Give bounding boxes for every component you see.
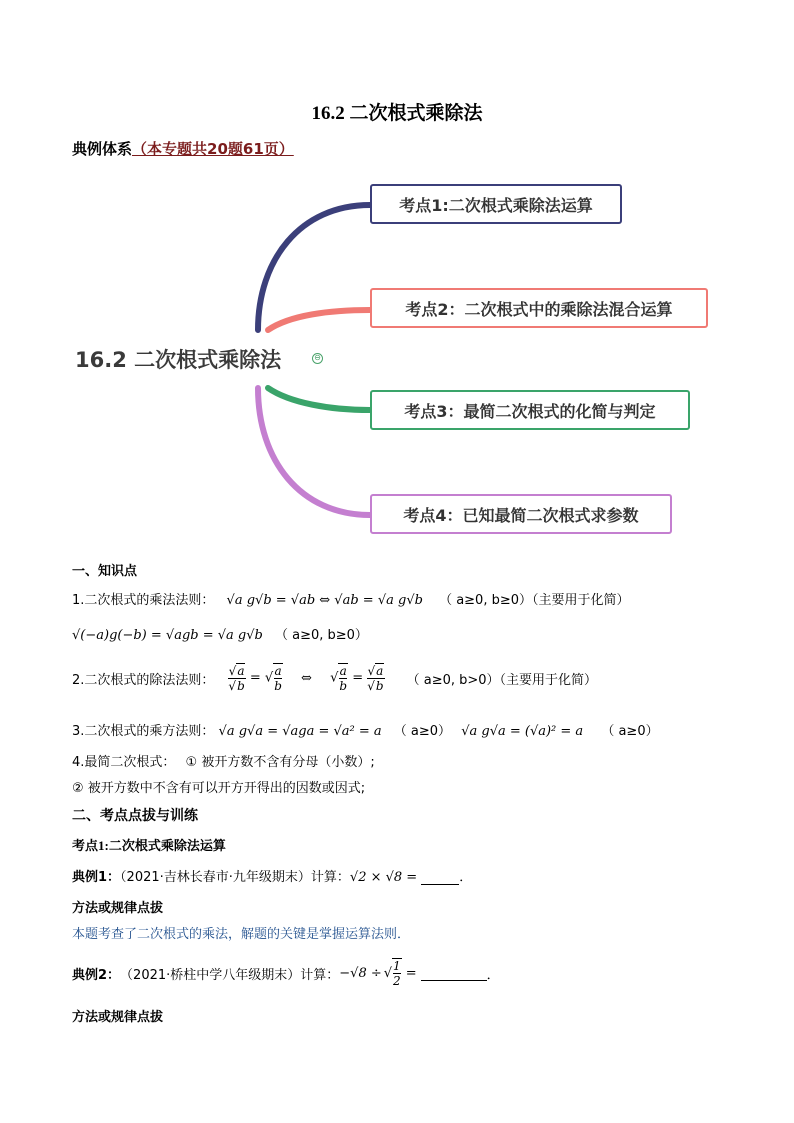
rule1-line2-expression: √(−a)g(−b) = √agb = √a g√b <box>72 628 263 643</box>
rule3-label: 3.二次根式的乘方法则： <box>72 724 215 739</box>
example2-answer-blank[interactable] <box>421 966 487 981</box>
rule2-condition: （ a≥0, b>0）（主要用于化简） <box>406 672 598 688</box>
branch-2-connector <box>268 310 370 330</box>
example1-answer-blank[interactable] <box>421 884 459 885</box>
mindmap-node-4[interactable]: 考点4：已知最简二次根式求参数 <box>370 494 672 534</box>
rule3-line <box>72 720 659 739</box>
rule3-expression-2: √a g√a = (√a)² = a <box>461 724 584 739</box>
rule1-line2 <box>72 624 368 643</box>
method2-label: 方法或规律点拔 <box>72 1010 164 1025</box>
example1-label: 典例1： <box>72 870 121 885</box>
example1-expression: √2 × √8 = <box>349 870 418 885</box>
rule4-line <box>72 751 375 770</box>
example1-line: 典例1：（2021·吉林长春市·九年级期末）计算：√2 × √8 = ． <box>72 870 473 885</box>
rule1-line <box>72 589 630 608</box>
mindmap-node-1[interactable]: 考点1:二次根式乘除法运算 <box>370 184 622 224</box>
method1-text: 本题考查了二次根式的乘法，解题的关键是掌握运算法则． <box>72 927 411 942</box>
mindmap-node-3[interactable]: 考点3：最简二次根式的化简与判定 <box>370 390 690 430</box>
rule1-condition: （ a≥0, b≥0）（主要用于化简） <box>439 593 630 608</box>
mindmap-center-topic[interactable]: 16.2 二次根式乘除法 <box>75 348 282 372</box>
example2-label: 典例2： <box>72 967 121 983</box>
collapse-icon[interactable]: ⊖ <box>312 353 323 364</box>
example2-expression-left: −√8 ÷ <box>339 965 382 981</box>
rule4-item2: ② 被开方数中不含有可以开方开得出的因数或因式; <box>72 781 366 796</box>
mindmap-connectors <box>0 0 794 560</box>
rule1-line2-condition: （ a≥0, b≥0） <box>274 628 368 643</box>
rule2-label: 2.二次根式的除法法则： <box>72 672 215 688</box>
rule2-expression: $\frac{√a}{√b}$ = √ $\frac{a}{b}$ ⇔ √ $\frac{a}{b}$ = $\frac{√a}{√b}$ <box>228 663 384 693</box>
rule1-expression: √a g√b = √ab ⇔ √ab = √a g√b <box>226 593 423 608</box>
rule4-item1: ① 被开方数不含有分母（小数）; <box>185 755 375 770</box>
example2-expression-right: = <box>405 965 417 981</box>
kp1-heading: 考点1:二次根式乘除法运算 <box>72 838 226 853</box>
section2-heading: 二、考点点拔与训练 <box>72 808 198 824</box>
rule2-line <box>72 656 597 700</box>
rule3-expression-1: √a g√a = √aga = √a² = a <box>218 724 382 739</box>
rule3-condition-1: （ a≥0） <box>393 724 452 739</box>
example2-fraction: $\frac{1}{2}$ <box>393 959 401 988</box>
example-system-note: （本专题共20题61页） <box>132 140 294 158</box>
example2-source: （2021·桥柱中学八年级期末）计算： <box>120 967 340 983</box>
rule4-label: 4.最简二次根式： <box>72 755 176 770</box>
rule1-label: 1.二次根式的乘法法则： <box>72 593 215 608</box>
mindmap-node-2[interactable]: 考点2：二次根式中的乘除法混合运算 <box>370 288 708 328</box>
method1-label: 方法或规律点拔 <box>72 901 164 916</box>
knowledge-heading: 一、知识点 <box>72 564 138 579</box>
branch-3-connector <box>268 388 370 410</box>
page-title: 16.2 二次根式乘除法 <box>311 103 483 124</box>
example1-source: （2021·吉林长春市·九年级期末）计算： <box>120 870 350 885</box>
rule3-condition-2: （ a≥0） <box>601 724 659 739</box>
example2-line: 典例2： （2021·桥柱中学八年级期末）计算： −√8 ÷ √ $\frac{1}{2}$ = ． <box>72 959 500 988</box>
example-system-label: 典例体系 <box>72 140 133 158</box>
